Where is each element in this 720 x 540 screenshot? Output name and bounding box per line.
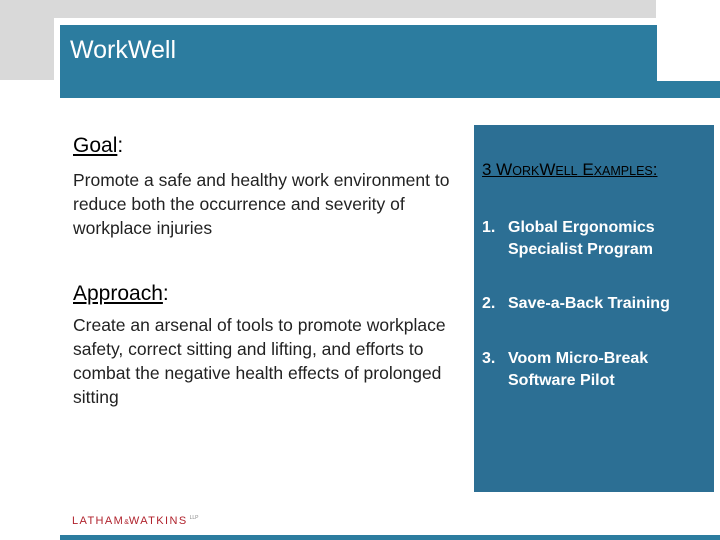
approach-heading: Approach: bbox=[73, 282, 169, 305]
example-text: Global Ergonomics Specialist Program bbox=[508, 219, 655, 258]
goal-text: Promote a safe and healthy work environment to reduce both the occurrence and severity of workplace injuries bbox=[73, 170, 450, 238]
logo-part: LLP bbox=[189, 515, 199, 522]
approach-text: Create an arsenal of tools to promote workplace safety, correct sitting and lifting, and efforts to combat the negative health effects of prolonged sitting bbox=[73, 315, 446, 407]
example-number: 2. bbox=[482, 295, 496, 312]
goal-heading: Goal: bbox=[73, 134, 124, 157]
logo-part: LATHAM bbox=[72, 515, 125, 527]
page-title: WorkWell bbox=[70, 36, 177, 64]
bottom-bar bbox=[60, 535, 720, 540]
example-number: 1. bbox=[482, 219, 496, 236]
title-underline-bar bbox=[60, 81, 720, 98]
examples-panel bbox=[474, 125, 714, 492]
examples-title-part: ORK bbox=[512, 164, 540, 178]
company-logo bbox=[72, 515, 198, 527]
examples-title: 3 WORKWELL EXAMPLES: bbox=[482, 160, 658, 179]
goal-heading-label: Goal bbox=[73, 134, 118, 157]
logo-part: & bbox=[124, 519, 129, 526]
examples-title-part: W bbox=[539, 160, 556, 179]
logo-part: WATKINS bbox=[128, 515, 188, 527]
title-bar bbox=[60, 25, 657, 81]
examples-title-part: XAMPLES bbox=[593, 164, 653, 178]
examples-title-part: 3 W bbox=[482, 160, 513, 179]
example-text: Voom Micro-Break Software Pilot bbox=[508, 350, 649, 389]
examples-title-part: E bbox=[577, 160, 594, 179]
example-text: Save-a-Back Training bbox=[508, 295, 670, 312]
examples-title-part: ELL bbox=[555, 164, 578, 178]
approach-heading-label: Approach bbox=[73, 282, 163, 305]
example-number: 3. bbox=[482, 350, 496, 367]
